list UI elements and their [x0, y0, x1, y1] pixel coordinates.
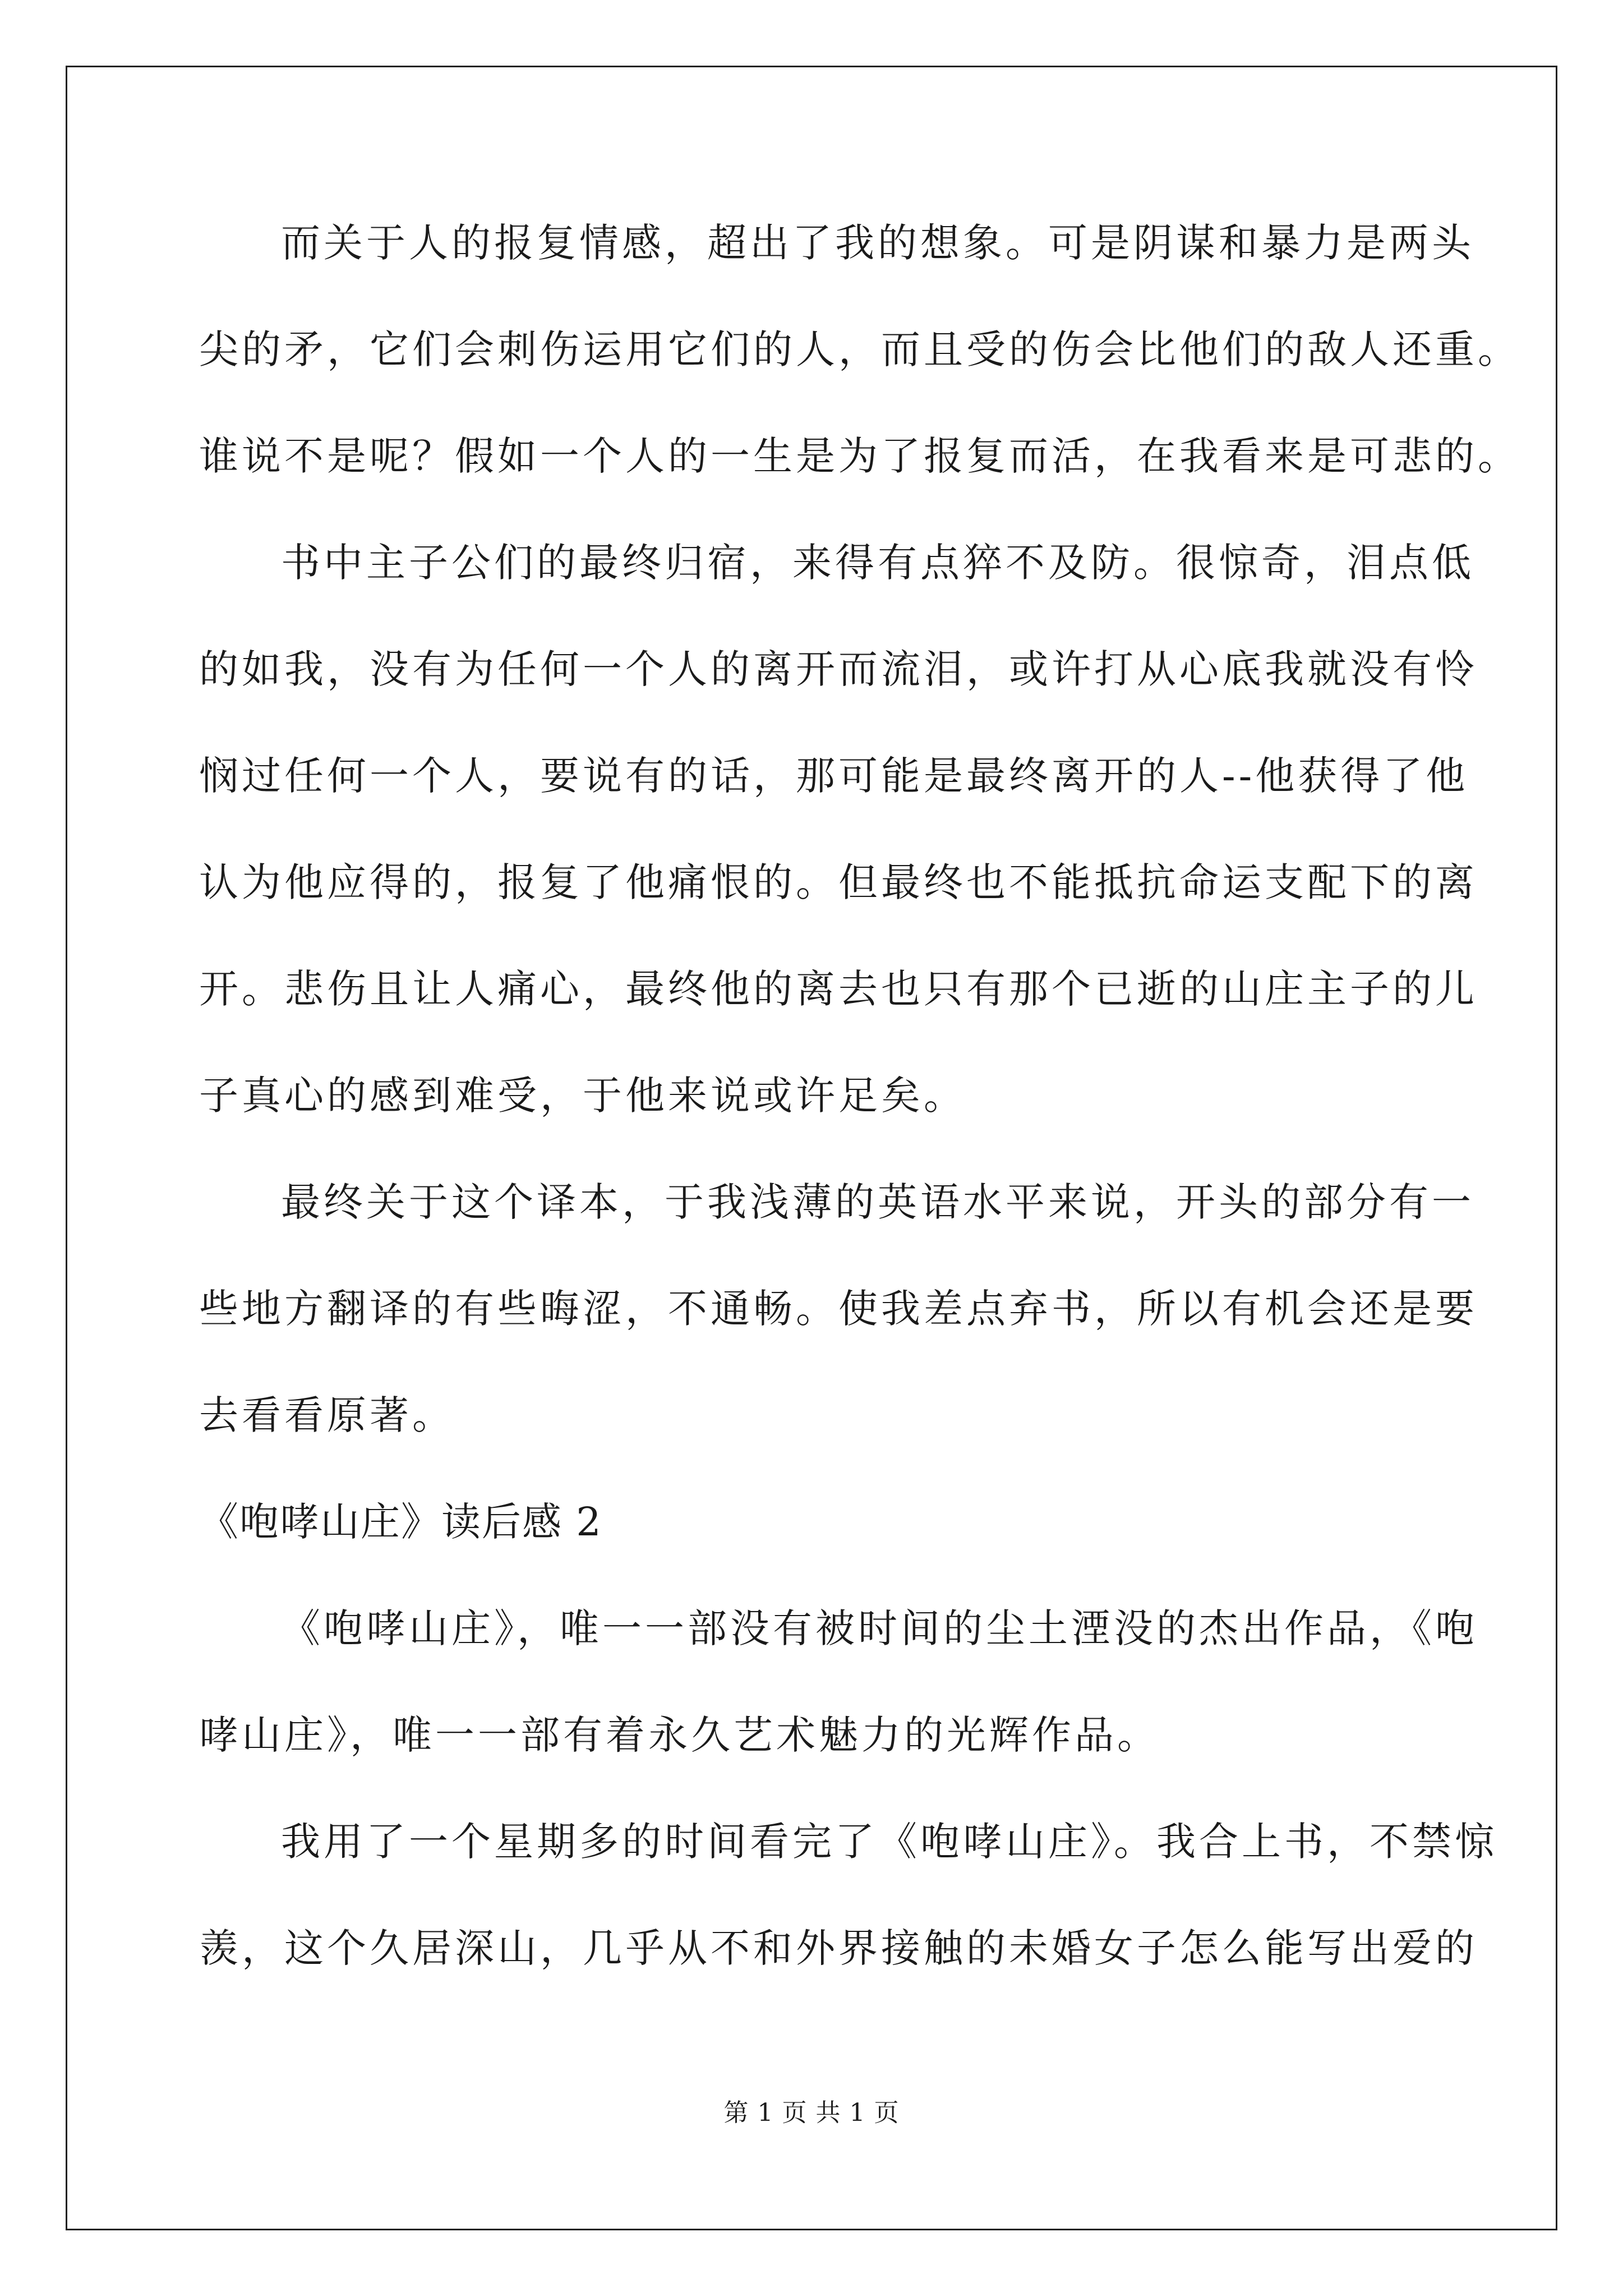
paragraph-line: 悯过任何一个人，要说有的话，那可能是最终离开的人--他获得了他 — [199, 753, 1469, 799]
document-body — [199, 220, 1520, 2035]
paragraph-line: 认为他应得的，报复了他痛恨的。但最终也不能抵抗命运支配下的离 — [199, 859, 1478, 905]
paragraph-line: 谁说不是呢？假如一个人的一生是为了报复而活，在我看来是可悲的。 — [199, 433, 1520, 479]
page-footer: 第 1 页 共 1 页 — [723, 2099, 900, 2127]
paragraph-line: 尖的矛，它们会刺伤运用它们的人，而且受的伤会比他们的敌人还重。 — [199, 326, 1520, 372]
paragraph-line: 去看看原著。 — [199, 1392, 455, 1438]
section-heading: 《咆哮山庄》读后感 2 — [199, 1499, 602, 1545]
paragraph-line: 《咆哮山庄》，唯一一部没有被时间的尘土湮没的杰出作品，《咆 — [281, 1605, 1478, 1651]
paragraph-line: 些地方翻译的有些晦涩，不通畅。使我差点弃书，所以有机会还是要 — [199, 1286, 1478, 1332]
paragraph-line: 我用了一个星期多的时间看完了《咆哮山庄》。我合上书，不禁惊 — [281, 1819, 1497, 1865]
paragraph-line: 最终关于这个译本，于我浅薄的英语水平来说，开头的部分有一 — [281, 1179, 1474, 1225]
paragraph-line: 书中主子公们的最终归宿，来得有点猝不及防。很惊奇，泪点低 — [281, 540, 1474, 586]
paragraph-line: 羡，这个久居深山，几乎从不和外界接触的未婚女子怎么能写出爱的 — [199, 1925, 1478, 1971]
paragraph-line: 而关于人的报复情感，超出了我的想象。可是阴谋和暴力是两头 — [281, 220, 1474, 266]
paragraph-line: 哮山庄》，唯一一部有着永久艺术魅力的光辉作品。 — [199, 1712, 1160, 1758]
paragraph-line: 子真心的感到难受，于他来说或许足矣。 — [199, 1073, 966, 1119]
paragraph-line: 的如我，没有为任何一个人的离开而流泪，或许打从心底我就没有怜 — [199, 646, 1478, 692]
paragraph-line: 开。悲伤且让人痛心，最终他的离去也只有那个已逝的山庄主子的儿 — [199, 966, 1478, 1012]
